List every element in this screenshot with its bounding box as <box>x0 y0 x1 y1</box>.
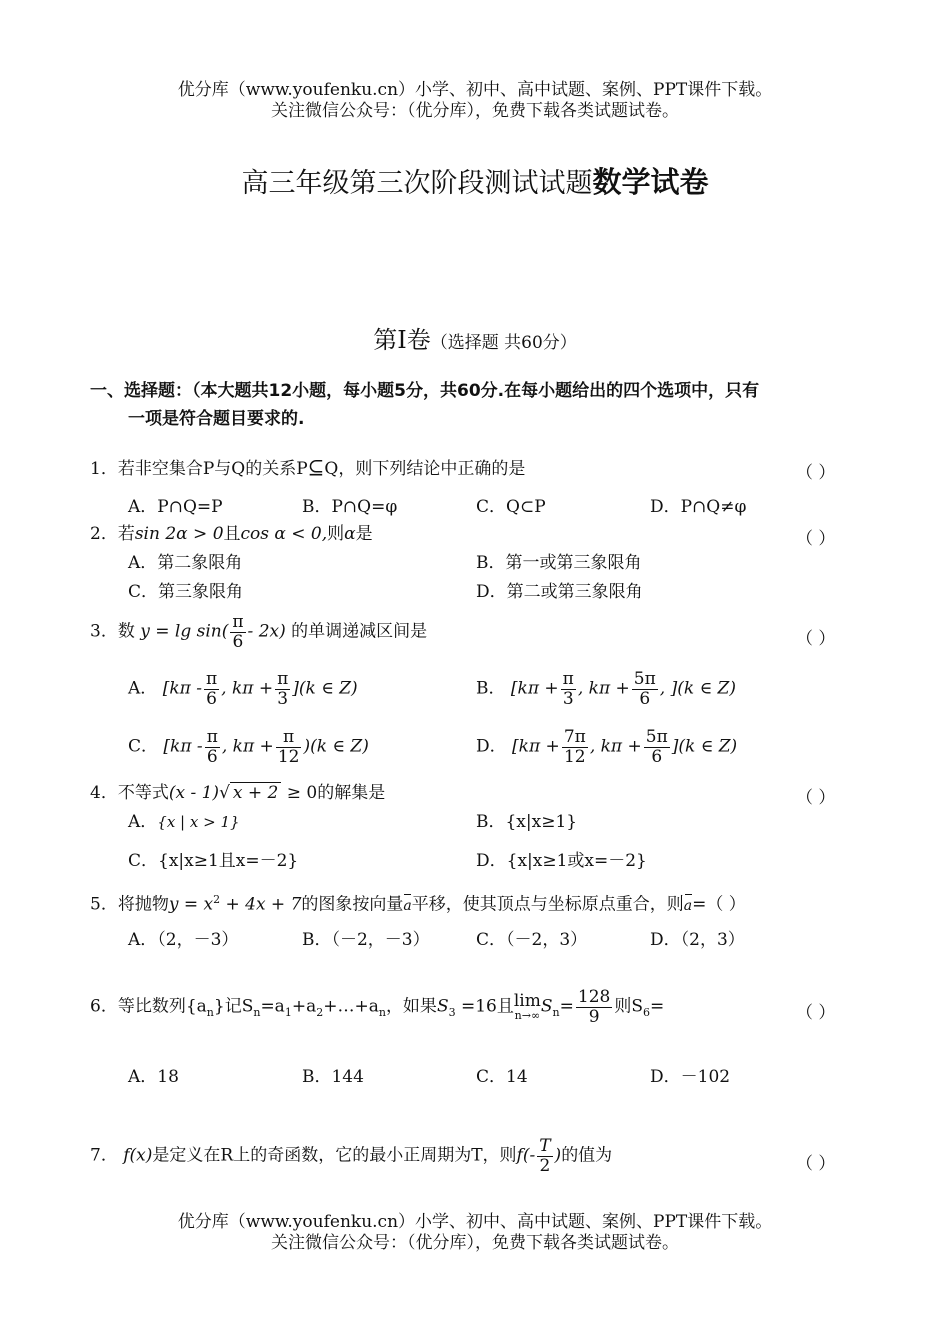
q3-d-f1d: 12 <box>563 746 586 767</box>
q6-number: 6． <box>90 996 118 1017</box>
header-line-2: 关注微信公众号：（优分库），免费下载各类试题试卷。 <box>271 101 679 121</box>
q1-text-a: 若非空集合P与Q的关系P <box>117 459 308 479</box>
q1-option-b: B．P∩Q=φ <box>302 497 398 517</box>
sqrt-icon: √ <box>219 783 230 803</box>
q3-c-label: C． <box>128 736 159 757</box>
q3-a-frac1 <box>204 670 219 708</box>
q1-option-a: A．P∩Q=P <box>128 497 223 517</box>
q4-a-label: A． <box>128 812 158 832</box>
exam-title <box>0 160 950 201</box>
q3-option-c <box>128 728 369 766</box>
q3-d-p3: ](k ∈ Z) <box>671 736 738 757</box>
q3-d-label: D． <box>476 736 507 757</box>
q3-a-f2n: π <box>277 669 289 689</box>
q3-c-f1d: 6 <box>206 746 218 767</box>
q3-b-frac2 <box>632 670 658 708</box>
q7-expr-c: ) <box>554 1145 562 1166</box>
q3-d-f1n: 7π <box>563 727 586 747</box>
q2-expr-sin: sin 2α > 0 <box>134 524 224 544</box>
question-2 <box>90 522 373 546</box>
question-4 <box>90 781 385 805</box>
q6-fraction <box>576 988 612 1026</box>
q6-text-h: 则S <box>614 996 643 1017</box>
q7-text-a: 是定义在R上的奇函数，它的最小正周期为T，则 <box>152 1145 517 1166</box>
q3-d-f2n: 5π <box>645 727 668 747</box>
q3-d-p1: [kπ + <box>512 736 560 757</box>
q6-text-e: +…+a <box>323 996 379 1017</box>
q6-sub-1: 1 <box>284 1006 292 1020</box>
q1-text-b: Q，则下列结论中正确的是 <box>324 459 526 479</box>
q2-option-c: C．第三象限角 <box>128 582 244 602</box>
q3-c-frac2 <box>276 728 302 766</box>
q4-answer-paren: （ ） <box>796 788 836 808</box>
q1-answer-paren: （ ） <box>796 463 836 483</box>
q3-d-f2d: 6 <box>651 746 663 767</box>
q2-expr-cos: cos α < 0, <box>240 524 328 544</box>
q4-option-c: C．{x|x≥1且x=－2} <box>128 851 299 871</box>
q3-frac-den: 6 <box>232 631 244 652</box>
q4-a-expr: {x | x > 1} <box>157 813 240 831</box>
q5-text-d: =（ ） <box>692 894 746 915</box>
q3-c-p3: )(k ∈ Z) <box>303 736 369 757</box>
footer-line-1: 优分库（www.youfenku.cn）小学、初中、高中试题、案例、PPT课件下载。 <box>177 1212 773 1232</box>
q6-sub-2: 2 <box>316 1006 324 1020</box>
q3-option-b <box>476 670 736 708</box>
q4-option-b: B．{x|x≥1} <box>476 812 578 832</box>
vector-a: a <box>403 894 411 918</box>
q3-c-f2n: π <box>276 728 302 748</box>
q7-frac-num: T <box>539 1136 551 1156</box>
q5-option-b: B．（－2，－3） <box>302 930 430 950</box>
q4-expr-b: ≥ 0 <box>281 783 318 803</box>
q2-text-a: 若 <box>117 524 135 544</box>
q4-text-b: 的解集是 <box>317 783 386 803</box>
q2-text-c: 则 <box>327 524 345 544</box>
q3-number: 3． <box>90 621 118 642</box>
q6-option-a: A．18 <box>128 1067 179 1087</box>
q3-b-f1n: π <box>562 669 574 689</box>
q5-option-c: C．（－2，3） <box>476 930 588 950</box>
q3-c-f2d: 12 <box>277 746 300 767</box>
q4-expr-a: (x - 1) <box>168 783 220 803</box>
q6-text-c: =a <box>260 996 285 1017</box>
q6-frac-den: 9 <box>588 1006 600 1027</box>
q5-option-a: A．（2，－3） <box>128 930 239 950</box>
part-sub: （选择题 共60分） <box>430 333 577 353</box>
q2-text-d: 是 <box>355 524 373 544</box>
title-normal: 高三年级第三次阶段测试试题 <box>241 168 593 199</box>
q1-number: 1． <box>90 459 118 479</box>
q6-text-f: ，如果 <box>385 996 437 1017</box>
q5-option-d: D．（2，3） <box>650 930 745 950</box>
q6-sn-sub: n <box>552 1006 560 1020</box>
q5-exponent: 2 <box>213 893 221 906</box>
section-line-2: 一项是符合题目要求的. <box>128 409 305 429</box>
q6-s3: S <box>436 996 449 1017</box>
q6-text-i: = <box>649 996 665 1017</box>
q7-fraction <box>537 1137 552 1175</box>
header-line-1: 优分库（www.youfenku.cn）小学、初中、高中试题、案例、PPT课件下载。 <box>177 80 773 100</box>
q6-frac-num: 128 <box>577 987 611 1007</box>
question-1 <box>90 455 525 481</box>
q3-option-d <box>476 728 737 766</box>
q3-a-label: A． <box>128 678 158 699</box>
q3-c-p1: [kπ - <box>163 736 203 757</box>
q6-answer-paren: （ ） <box>796 1003 836 1023</box>
question-7 <box>90 1137 612 1175</box>
q7-expr-a: f(x) <box>123 1145 153 1166</box>
q7-expr-b: f(- <box>516 1145 536 1166</box>
q6-text-g: =16且 <box>455 996 514 1017</box>
q3-a-frac2 <box>275 670 290 708</box>
q5-number: 5． <box>90 894 118 915</box>
q4-option-a <box>128 810 240 834</box>
q5-text-b: 的图象按向量 <box>301 894 404 915</box>
q6-sn: S <box>540 996 553 1017</box>
q3-option-a <box>128 670 358 708</box>
q3-expr-post: - 2x) <box>247 621 286 642</box>
q5-text-c: 平移，使其顶点与坐标原点重合，则 <box>411 894 684 915</box>
q3-b-f2d: 6 <box>639 688 651 709</box>
q4-number: 4． <box>90 783 118 803</box>
q3-b-p2: , kπ + <box>577 678 630 699</box>
q6-eq: = <box>559 996 574 1017</box>
q3-answer-paren: （ ） <box>796 629 836 649</box>
q2-number: 2． <box>90 524 118 544</box>
subset-symbol: ⊆ <box>307 455 325 479</box>
q1-option-d: D．P∩Q≠φ <box>650 497 747 517</box>
section-instructions <box>90 377 880 433</box>
q5-expr-b: + 4x + 7 <box>220 894 302 915</box>
q6-sub-6: 6 <box>642 1006 650 1020</box>
part-heading <box>0 320 950 355</box>
q6-option-c: C．14 <box>476 1067 528 1087</box>
q6-option-d: D．－102 <box>650 1067 731 1087</box>
section-line-1: 一、选择题：（本大题共12小题，每小题5分，共60分.在每小题给出的四个选项中，只有 <box>90 381 760 401</box>
q6-lim-sub: n→∞ <box>514 1009 541 1023</box>
q3-b-p1: [kπ + <box>510 678 559 699</box>
q6-s3-sub: 3 <box>448 1006 456 1020</box>
limit-expr <box>514 993 541 1021</box>
q7-number: 7． <box>90 1145 118 1166</box>
q4-text-a: 不等式 <box>117 783 169 803</box>
q6-text-d: +a <box>291 996 317 1017</box>
q3-d-frac2 <box>644 728 670 766</box>
q3-c-f1n: π <box>206 727 218 747</box>
q2-text-b: 且 <box>223 524 241 544</box>
q3-text-a: 数 <box>117 621 135 642</box>
footer-line-2: 关注微信公众号：（优分库），免费下载各类试题试卷。 <box>271 1233 679 1253</box>
q6-option-b: B．144 <box>302 1067 364 1087</box>
q7-text-b: 的值为 <box>561 1145 613 1166</box>
title-bold: 数学试卷 <box>592 165 709 199</box>
q3-a-p1: [kπ - <box>162 678 202 699</box>
q6-sub-n2: n <box>253 1006 261 1020</box>
q3-a-p2: , kπ + <box>221 678 274 699</box>
question-3 <box>90 613 427 651</box>
question-5 <box>90 888 746 918</box>
part-main: 第Ⅰ卷 <box>373 326 431 354</box>
q2-option-b: B．第一或第三象限角 <box>476 553 642 573</box>
q5-expr-a: y = x <box>168 894 214 915</box>
q2-answer-paren: （ ） <box>796 529 836 549</box>
q6-sub-n: n <box>206 1006 214 1020</box>
q6-sub-n3: n <box>378 1006 386 1020</box>
page-header <box>0 80 950 122</box>
q4-option-d: D．{x|x≥1或x=－2} <box>476 851 647 871</box>
q3-b-p3: , ](k ∈ Z) <box>659 678 737 699</box>
q7-answer-paren: （ ） <box>796 1154 836 1174</box>
q3-b-f2n: 5π <box>633 669 656 689</box>
q3-c-frac1 <box>205 728 220 766</box>
q3-fraction <box>230 613 245 651</box>
q4-radicand: x + 2 <box>230 782 281 803</box>
q3-frac-num: π <box>232 612 244 632</box>
q3-c-p2: , kπ + <box>221 736 274 757</box>
page-footer <box>0 1212 950 1254</box>
question-6 <box>90 988 664 1026</box>
q3-text-b: 的单调递减区间是 <box>291 621 428 642</box>
q1-option-c: C．Q⊂P <box>476 497 546 517</box>
q3-a-f1d: 6 <box>206 688 217 709</box>
q3-a-f2d: 3 <box>277 688 289 709</box>
q2-option-a: A．第二象限角 <box>128 553 243 573</box>
q5-text-a: 将抛物 <box>117 894 169 915</box>
q3-b-frac1 <box>561 670 576 708</box>
q3-d-p2: , kπ + <box>589 736 642 757</box>
q3-b-f1d: 3 <box>562 688 574 709</box>
q2-option-d: D．第二或第三象限角 <box>476 582 643 602</box>
q3-a-f1n: π <box>205 669 218 689</box>
q3-d-frac1 <box>562 728 588 766</box>
q6-text-a: 等比数列{a <box>117 996 207 1017</box>
q3-expr-pre: y = lg sin( <box>140 621 229 642</box>
q2-expr-alpha: α <box>344 524 356 544</box>
q6-lim: lim <box>513 991 541 1012</box>
q3-a-p3: ](k ∈ Z) <box>292 678 358 699</box>
q6-text-b: }记S <box>213 996 254 1017</box>
q7-frac-den: 2 <box>539 1155 551 1176</box>
q3-b-label: B． <box>476 678 506 699</box>
vector-a-2: a <box>684 894 692 918</box>
